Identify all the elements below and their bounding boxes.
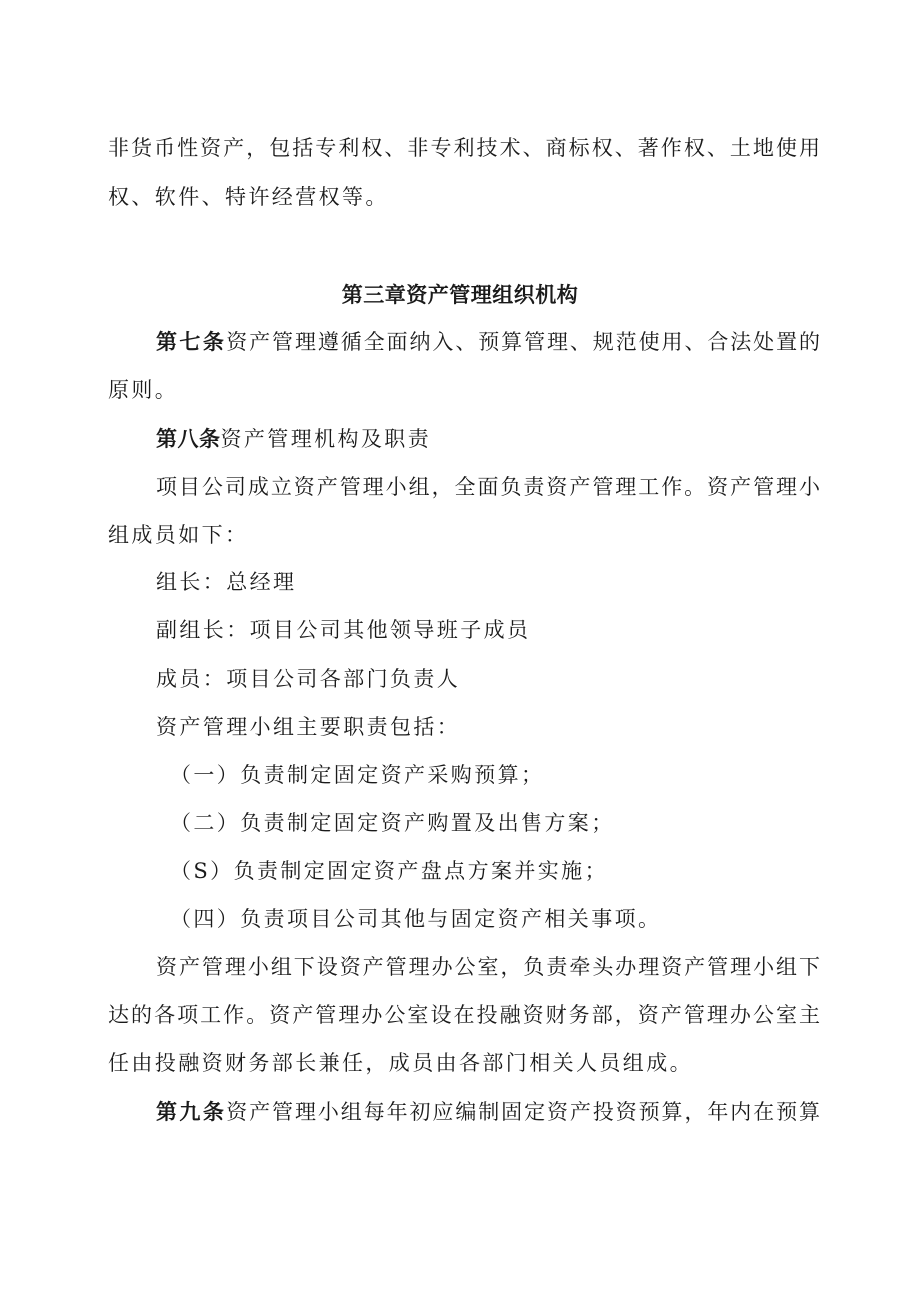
duties-intro: 资产管理小组主要职责包括： — [156, 715, 461, 739]
article-7-label: 第七条 — [156, 330, 227, 354]
group-deputy: 副组长：项目公司其他领导班子成员 — [156, 618, 531, 642]
article-9-label: 第九条 — [156, 1100, 227, 1124]
article-7-line-2: 原则。 — [108, 378, 179, 402]
chapter-title: 第三章资产管理组织机构 — [341, 283, 579, 307]
article-8-text: 资产管理机构及职责 — [220, 427, 432, 451]
intro-line-1: 非货币性资产，包括专利权、非专利技术、商标权、著作权、土地使用 — [108, 136, 820, 160]
article-8-para-1-line-1: 项目公司成立资产管理小组，全面负责资产管理工作。资产管理小 — [156, 475, 820, 499]
duty-item-3: （S）负责制定固定资产盘点方案并实施； — [170, 859, 608, 883]
group-members: 成员：项目公司各部门负责人 — [156, 667, 461, 691]
article-7-line-1 — [156, 327, 820, 357]
duty-item-4: （四）负责项目公司其他与固定资产相关事项。 — [170, 907, 662, 931]
article-8-heading — [156, 424, 431, 454]
article-9-line-1 — [156, 1097, 820, 1127]
office-line-1: 资产管理小组下设资产管理办公室，负责牵头办理资产管理小组下 — [156, 955, 820, 979]
office-line-3: 任由投融资财务部长兼任，成员由各部门相关人员组成。 — [108, 1051, 693, 1075]
article-8-para-1-line-2: 组成员如下： — [108, 523, 249, 547]
group-leader: 组长：总经理 — [156, 570, 297, 594]
article-7-text: 资产管理遵循全面纳入、预算管理、规范使用、合法处置的 — [226, 330, 820, 354]
duty-item-1: （一）负责制定固定资产采购预算； — [170, 763, 545, 787]
intro-line-2: 权、软件、特许经营权等。 — [108, 185, 389, 209]
duty-item-2: （二）负责制定固定资产购置及出售方案； — [170, 811, 615, 835]
article-9-text: 资产管理小组每年初应编制固定资产投资预算，年内在预算 — [226, 1100, 820, 1124]
office-line-2: 达的各项工作。资产管理办公室设在投融资财务部，资产管理办公室主 — [108, 1003, 820, 1027]
article-8-label: 第八条 — [156, 427, 221, 451]
